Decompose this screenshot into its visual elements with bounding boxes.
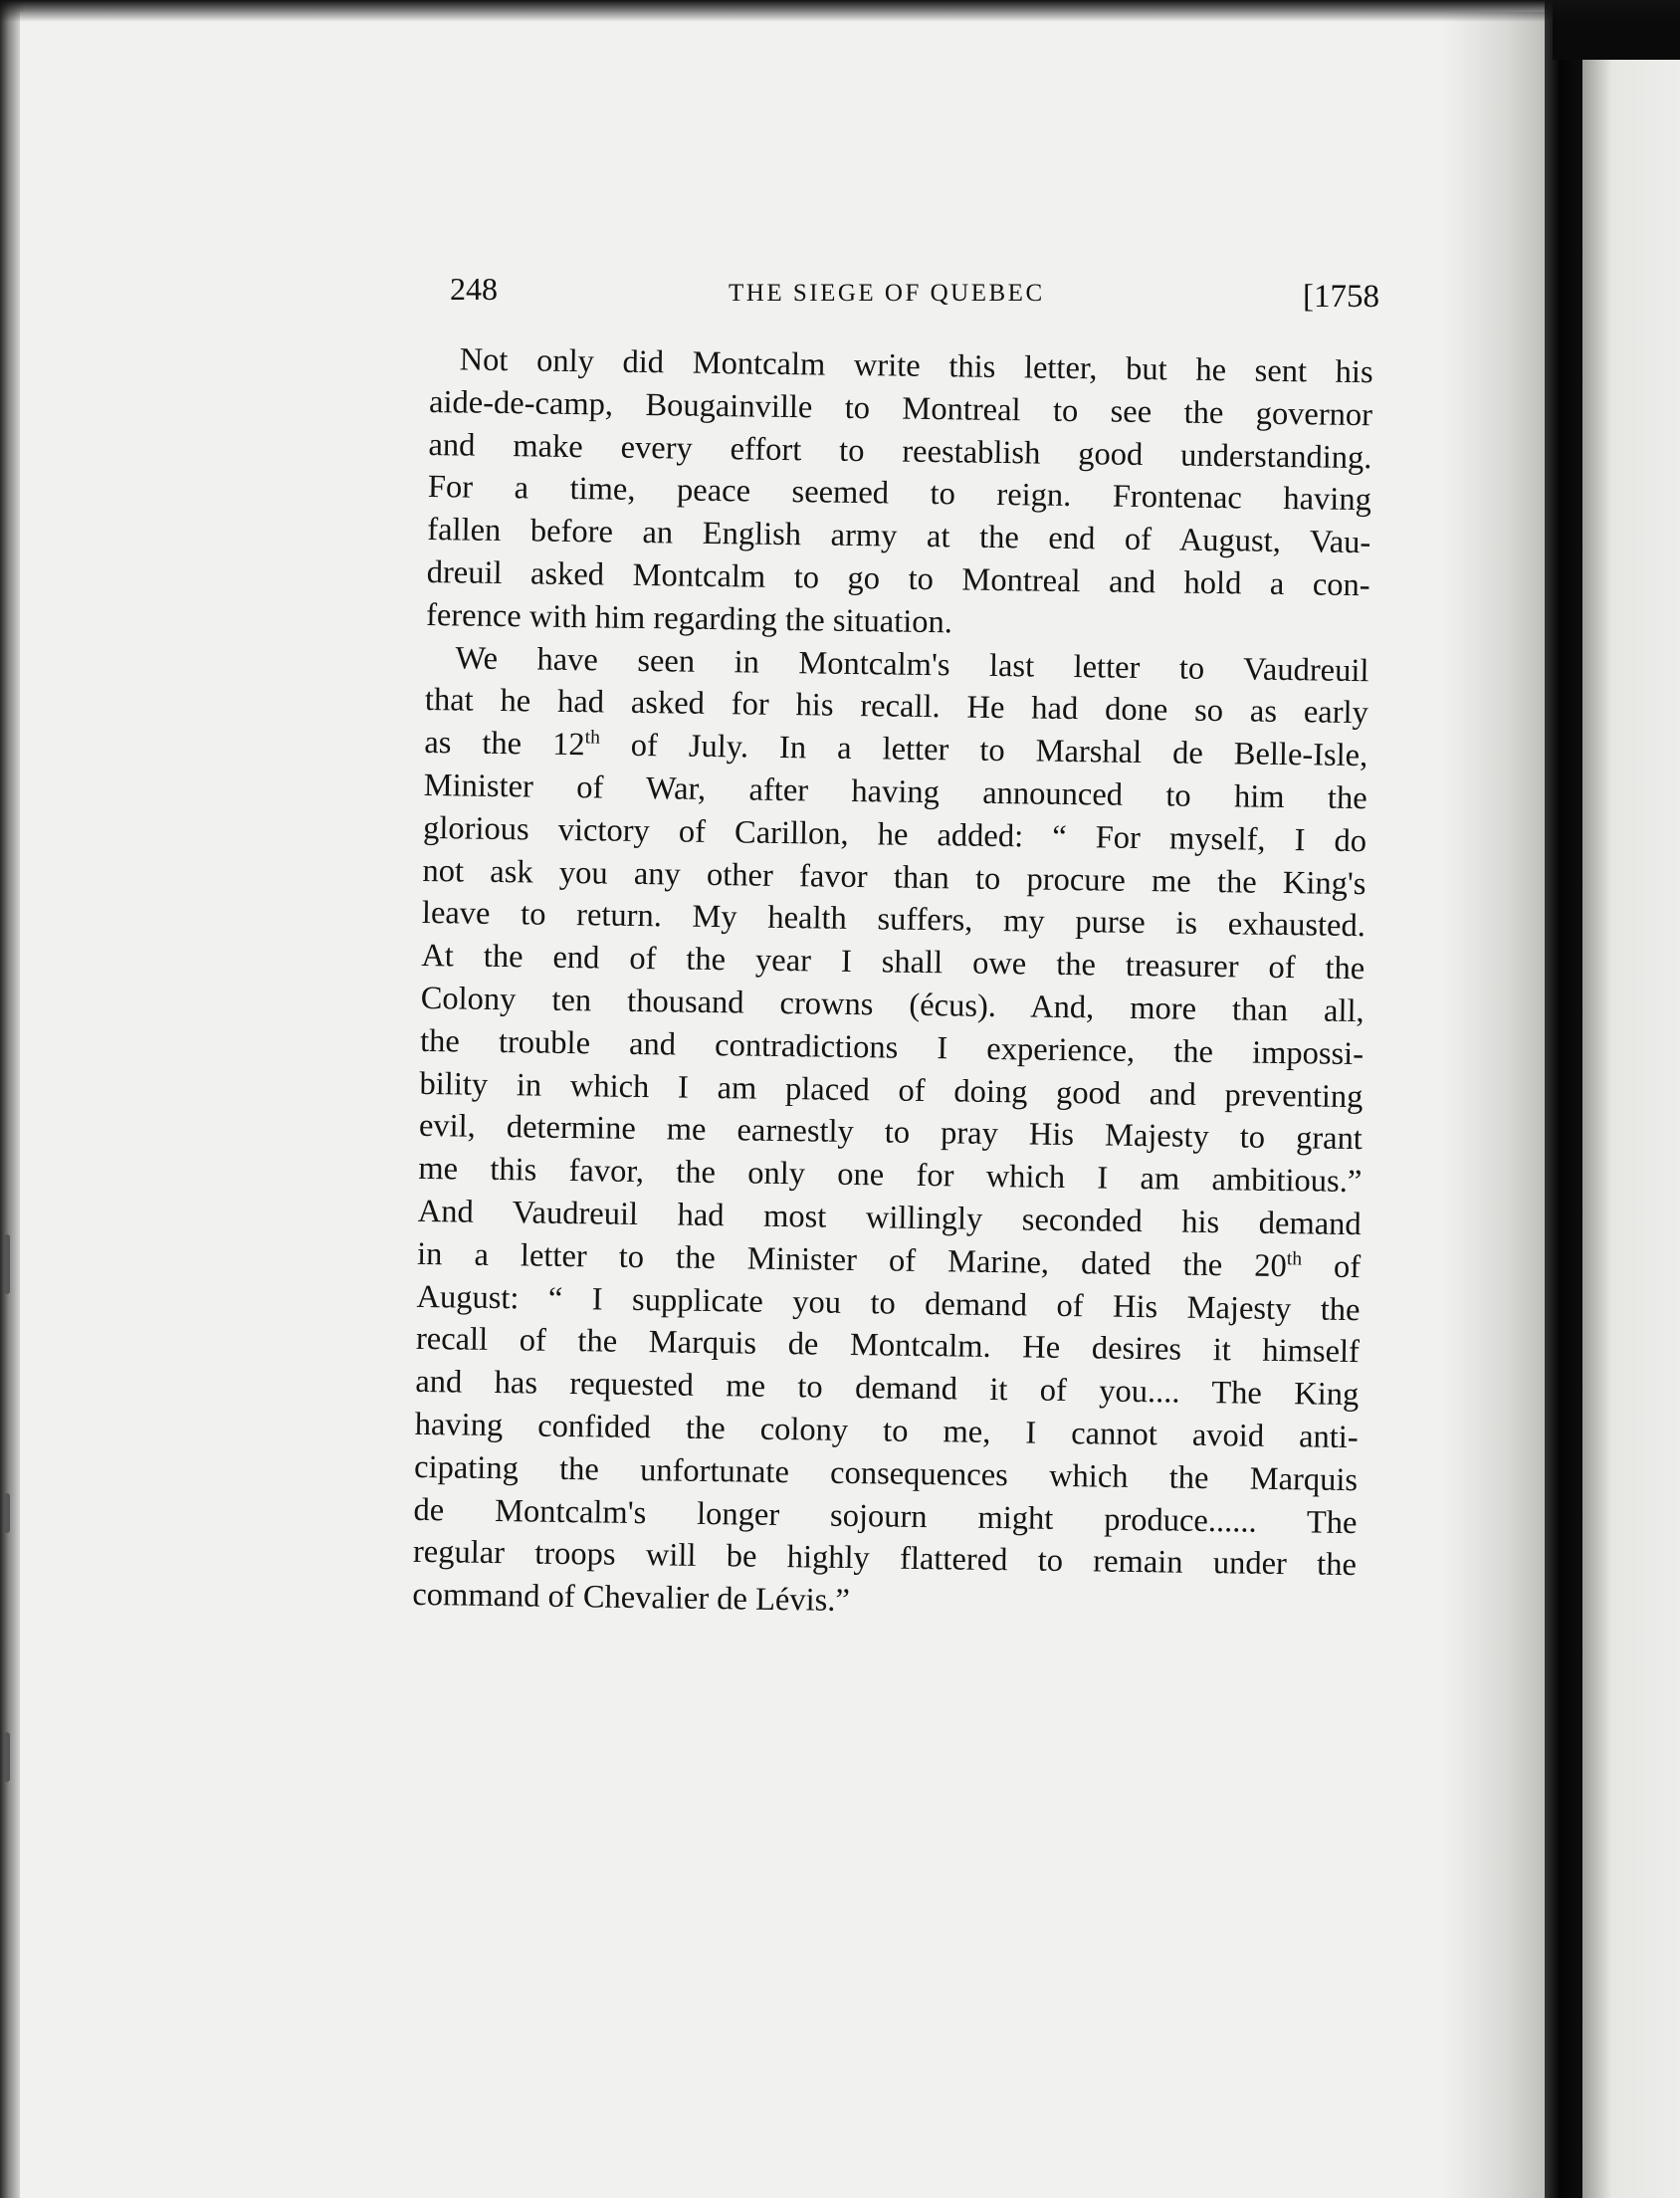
text-line: We have seen in Montcalm's last letter to Vaudreuil (455, 639, 1369, 689)
text-line: recall of the Marquis de Montcalm. He desires it himself (415, 1321, 1361, 1371)
text-line: leave to return. My health suffers, my purse is exhausted. (421, 895, 1366, 945)
text-line: me this favor, the only one for which I am ambitious.” (418, 1151, 1363, 1201)
page-number: 248 (450, 271, 498, 307)
right-binding-shadow (1545, 0, 1582, 2198)
scan-artifact (4, 1234, 10, 1294)
text-line: that he had asked for his recall. He had done so as early (424, 682, 1369, 732)
text-line: fallen before an English army at the end of August, Vau- (427, 512, 1371, 561)
next-page-edge (1582, 20, 1680, 2198)
paragraph (412, 637, 1369, 1630)
text-line: Colony ten thousand crowns (écus). And, more than all, (420, 980, 1365, 1030)
text-line: August: “ I supplicate you to demand of His Majesty the (416, 1278, 1361, 1328)
paragraph (426, 338, 1373, 650)
text-line: in a letter to the Minister of Marine, dated the 20th of (416, 1235, 1362, 1285)
text-line: glorious victory of Carillon, he added: “ For myself, I do (422, 809, 1367, 859)
text-line: And Vaudreuil had most willingly seconded his demand (417, 1193, 1362, 1243)
running-header (450, 271, 1379, 330)
text-line: For a time, peace seemed to reign. Frontenac having (427, 469, 1372, 519)
text-line: command of Chevalier de Lévis.” (412, 1576, 851, 1620)
text-line: At the end of the year I shall owe the treasurer of the (421, 938, 1365, 988)
text-line: as the 12th of July. In a letter to Marshal de Belle-Isle, (424, 725, 1368, 774)
text-line: and has requested me to demand it of you.... The King (415, 1364, 1360, 1414)
text-line: de Montcalm's longer sojourn might produce...... The (413, 1491, 1358, 1541)
body-text (412, 338, 1373, 1630)
text-line: dreuil asked Montcalm to go to Montreal and hold a con- (426, 553, 1370, 604)
text-line: Not only did Montcalm write this letter, but he sent his (459, 341, 1373, 391)
text-line: aide-de-camp, Bougainville to Montreal to see the governor (428, 383, 1373, 434)
text-line: cipating the unfortunate consequences which the Marquis (413, 1448, 1359, 1498)
text-line: regular troops will be highly flattered to remain under the (412, 1534, 1358, 1584)
text-line: not ask you any other favor than to procure me the King's (422, 852, 1366, 902)
scan-artifact (4, 1493, 10, 1533)
text-line: the trouble and contradictions I experience, the impossi- (419, 1022, 1365, 1072)
text-line: bility in which I am placed of doing good and preventing (419, 1065, 1364, 1115)
top-scan-shadow (0, 0, 1680, 22)
scan-artifact (4, 1732, 10, 1782)
running-title: THE SIEGE OF QUEBEC (729, 280, 1045, 307)
text-line: and make every effort to reestablish good understanding. (428, 426, 1372, 476)
text-line: evil, determine me earnestly to pray His Majesty to grant (418, 1108, 1364, 1158)
text-line: having confided the colony to me, I cannot avoid anti- (414, 1406, 1359, 1456)
text-line: ference with him regarding the situation. (425, 596, 953, 641)
text-line: Minister of War, after having announced to him the (423, 767, 1367, 817)
year-mark: [1758 (1303, 279, 1379, 315)
gutter-shadow (1443, 12, 1548, 2198)
